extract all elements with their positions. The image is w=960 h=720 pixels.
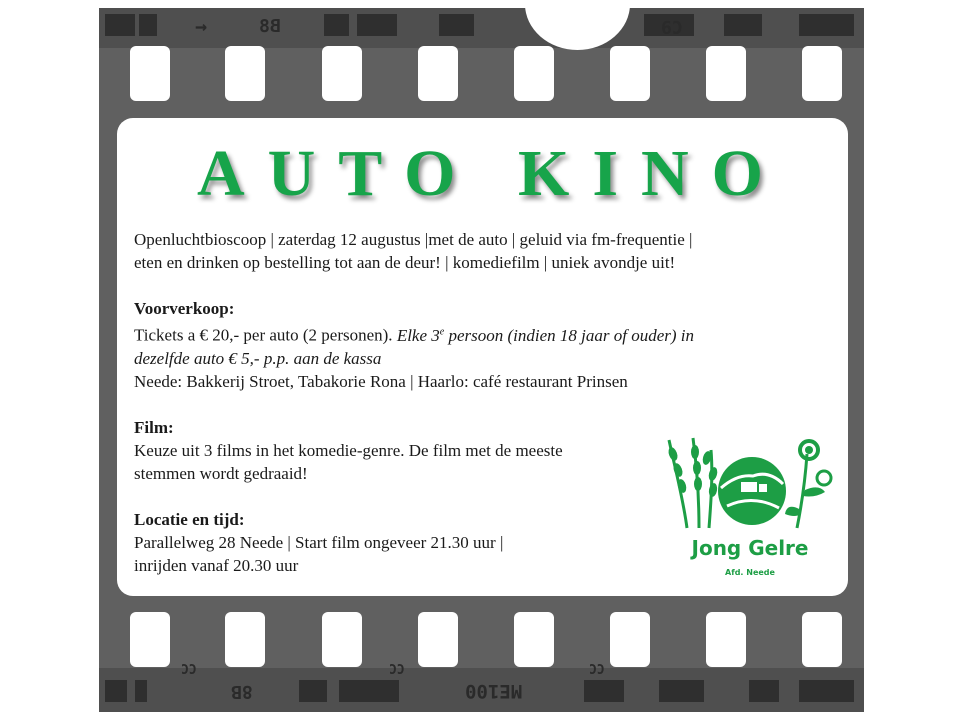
sprocket-hole: [418, 612, 458, 667]
sprocket-hole: [322, 612, 362, 667]
intro-line: Openluchtbioscoop | zaterdag 12 augustus |met de auto | geluid via fm-frequentie |: [134, 230, 693, 249]
edge-mark: [339, 680, 399, 702]
edge-mark: [139, 14, 157, 36]
extra-person-note: Elke 3e persoon (indien 18 jaar of ouder) in: [392, 325, 695, 345]
extra-person-note-line2: dezelfde auto € 5,- p.p. aan de kassa: [134, 348, 382, 368]
sprocket-hole: [322, 46, 362, 101]
logo-graphic: [657, 428, 843, 588]
location-heading: Locatie en tijd:: [134, 509, 245, 529]
edge-mark: [659, 680, 704, 702]
sprocket-hole: [610, 612, 650, 667]
page-title: AUTO KINO: [196, 137, 786, 210]
sprocket-hole: [610, 46, 650, 101]
ticket-price: Tickets a € 20,- per auto (2 personen).: [134, 325, 393, 345]
location-line: inrijden vanaf 20.30 uur: [134, 555, 299, 575]
presale-locations: Neede: Bakkerij Stroet, Tabakorie Rona | Haarlo: café restaurant Prinsen: [134, 371, 628, 391]
edge-mark: [749, 680, 779, 702]
jong-gelre-logo: [657, 428, 843, 588]
edge-mark: [324, 14, 349, 36]
sprocket-hole: [802, 46, 842, 101]
sprocket-hole: [225, 612, 265, 667]
sprocket-hole: [514, 46, 554, 101]
flower-icon: [785, 441, 831, 528]
sprocket-hole: [802, 612, 842, 667]
edge-mark: [584, 680, 624, 702]
edge-mark: [724, 14, 762, 36]
sprocket-hole: [514, 612, 554, 667]
sprocket-hole: [418, 46, 458, 101]
edge-mark: [135, 680, 147, 702]
sprocket-hole: [706, 46, 746, 101]
edge-mark: [299, 680, 327, 702]
film-heading: Film:: [134, 417, 174, 437]
edge-mark: [799, 14, 854, 36]
sprocket-hole: [225, 46, 265, 101]
sprocket-hole: [706, 612, 746, 667]
film-line: Keuze uit 3 films in het komedie-genre. De film met de meeste: [134, 440, 563, 460]
edge-code-text: CC: [389, 660, 405, 675]
edge-mark: [439, 14, 474, 36]
edge-mark: [105, 680, 127, 702]
edge-code-text: CC: [589, 660, 605, 675]
edge-mark: [357, 14, 397, 36]
presale-tickets: [134, 320, 824, 347]
globe-icon: [718, 457, 786, 525]
edge-code-text: B8: [259, 16, 281, 37]
logo-subtitle: Afd. Neede: [725, 568, 775, 577]
location-line: Parallelweg 28 Neede | Start film ongeveer 21.30 uur |: [134, 532, 504, 552]
edge-arrow-text: →: [195, 14, 208, 38]
intro-line: eten en drinken op bestelling tot aan de deur! | komediefilm | uniek avondje uit!: [134, 253, 676, 272]
sprocket-hole: [130, 46, 170, 101]
edge-mark: [105, 14, 135, 36]
edge-code-text: CC: [181, 660, 197, 675]
presale-heading: Voorverkoop:: [134, 299, 235, 318]
edge-code-text: C9: [661, 16, 683, 37]
edge-mark: [799, 680, 854, 702]
sprocket-hole: [130, 612, 170, 667]
edge-code-text: ME100: [465, 680, 523, 702]
edge-code-text: 8B: [231, 681, 253, 702]
logo-name: Jong Gelre: [691, 536, 809, 560]
film-line: stemmen wordt gedraaid!: [134, 463, 308, 483]
